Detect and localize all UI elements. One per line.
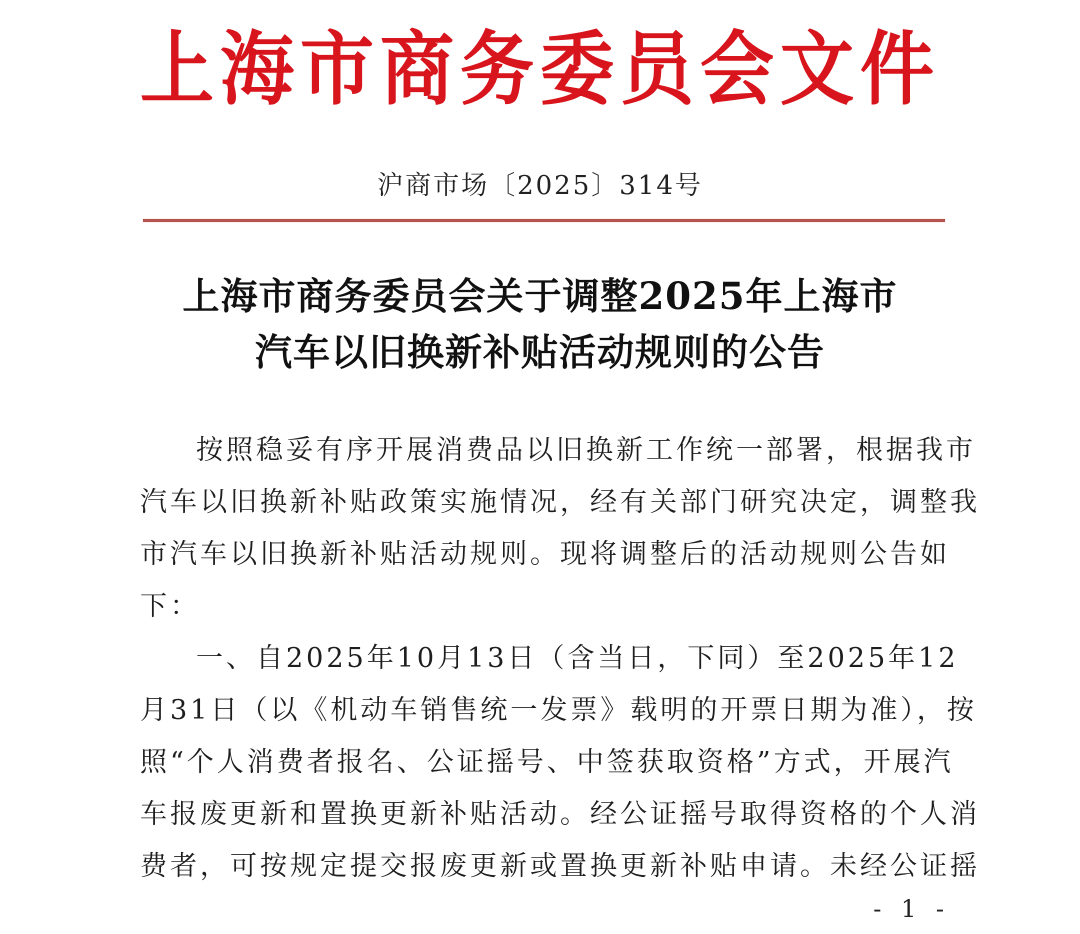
- page-number: - 1 -: [873, 895, 950, 923]
- paragraph-1-line-3: 市汽车以旧换新补贴活动规则。现将调整后的活动规则公告如: [140, 539, 950, 570]
- title-line-1: 上海市商务委员会关于调整2025年上海市: [182, 274, 898, 318]
- paragraph-2-line-5: 费者，可按规定提交报废更新或置换更新补贴申请。未经公证摇: [140, 851, 980, 882]
- masthead-title: 上海市商务委员会文件: [140, 23, 940, 117]
- red-divider-rule: [143, 219, 945, 222]
- paragraph-1-line-2: 汽车以旧换新补贴政策实施情况，经有关部门研究决定，调整我: [140, 487, 980, 518]
- paragraph-2-line-1: 一、自2025年10月13日（含当日，下同）至2025年12: [196, 643, 959, 674]
- paragraph-2-line-2: 月31日（以《机动车销售统一发票》载明的开票日期为准），按: [140, 695, 977, 726]
- paragraph-2-line-3: 照“个人消费者报名、公证摇号、中签获取资格”方式，开展汽: [140, 747, 954, 778]
- document-number: 沪商市场〔2025〕314号: [377, 171, 703, 201]
- paragraph-1-line-1: 按照稳妥有序开展消费品以旧换新工作统一部署，根据我市: [196, 435, 976, 466]
- paragraph-1-line-4: 下：: [140, 591, 200, 622]
- document-body: [140, 425, 980, 893]
- paragraph-2-line-4: 车报废更新和置换更新补贴活动。经公证摇号取得资格的个人消: [140, 799, 980, 830]
- title-line-2: 汽车以旧换新补贴活动规则的公告: [255, 330, 825, 374]
- announcement-title: [0, 268, 1080, 380]
